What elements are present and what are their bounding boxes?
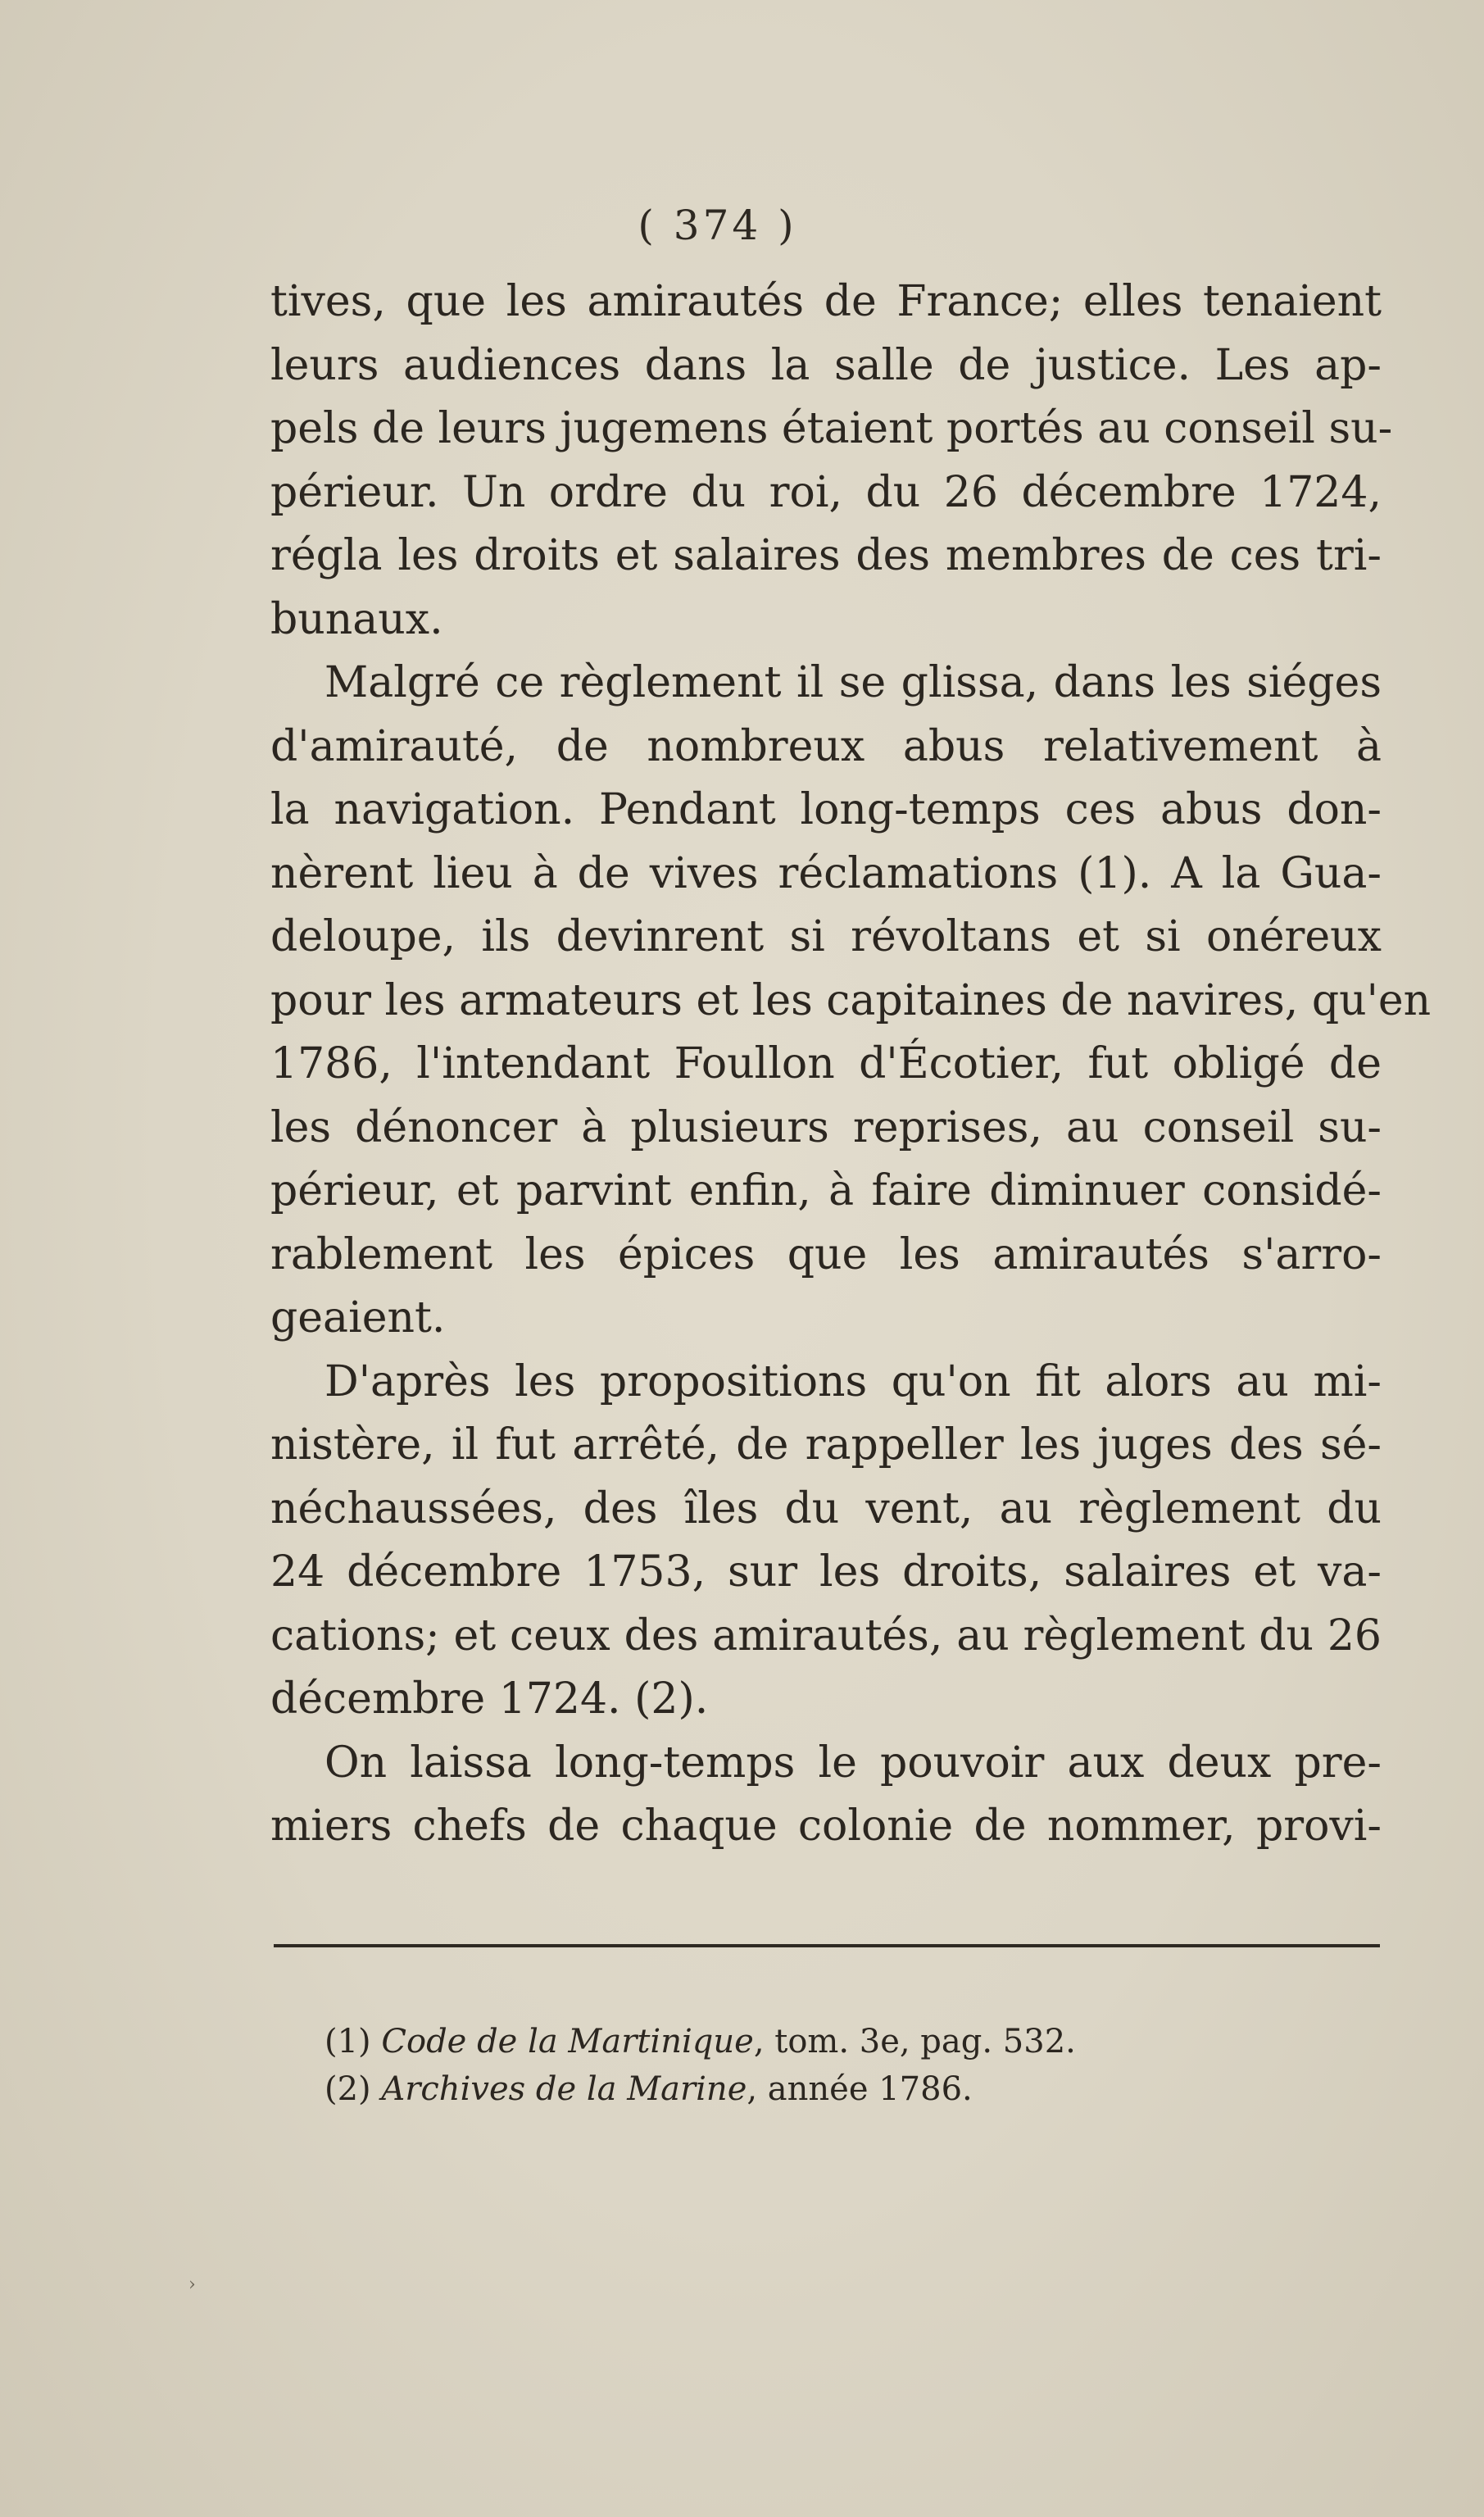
margin-speck: › <box>188 2274 196 2295</box>
text-line: miers chefs de chaque colonie de nommer, provi- <box>270 1801 1382 1851</box>
text-line: deloupe, ils devinrent si révoltans et si onéreux <box>270 912 1382 961</box>
text-line: pour les armateurs et les capitaines de navires, qu'en <box>270 975 1432 1025</box>
footnote-marker: (1) <box>324 2023 371 2060</box>
footnote-source: Archives de la Marine <box>381 2070 747 2108</box>
text-line: périeur, et parvint enfin, à faire diminuer considé- <box>270 1166 1382 1215</box>
text-line: bunaux. <box>270 594 443 644</box>
text-line: 1786, l'intendant Foullon d'Écotier, fut obligé de <box>270 1039 1382 1088</box>
text-line: pels de leurs jugemens étaient portés au conseil su- <box>270 404 1393 453</box>
text-line: les dénoncer à plusieurs reprises, au conseil su- <box>270 1102 1382 1152</box>
text-line: Malgré ce règlement il se glissa, dans les siéges <box>324 658 1382 707</box>
text-line: geaient. <box>270 1293 446 1343</box>
footnote <box>324 2018 1308 2065</box>
text-line: la navigation. Pendant long-temps ces abus don- <box>270 785 1382 834</box>
text-line: périeur. Un ordre du roi, du 26 décembre 1724, <box>270 467 1382 517</box>
text-line: rablement les épices que les amirautés s'arro- <box>270 1229 1382 1279</box>
text-line: D'après les propositions qu'on fit alors au mi- <box>324 1356 1382 1406</box>
text-line: d'amirauté, de nombreux abus relativement à <box>270 721 1382 771</box>
text-line: 24 décembre 1753, sur les droits, salaires et va- <box>270 1547 1382 1597</box>
text-line: décembre 1724. (2). <box>270 1674 709 1724</box>
text-line: On laissa long-temps le pouvoir aux deux pre- <box>324 1738 1382 1788</box>
text-line: cations; et ceux des amirautés, au règlement du 26 <box>270 1611 1382 1661</box>
text-line: leurs audiences dans la salle de justice. Les ap- <box>270 340 1382 390</box>
footnotes <box>324 2018 1308 2113</box>
footnote <box>324 2065 1308 2113</box>
footnote-divider <box>274 1944 1380 1947</box>
footnote-detail: , tom. 3e, pag. 532. <box>753 2023 1076 2060</box>
text-line: tives, que les amirautés de France; elles tenaient <box>270 277 1382 326</box>
page-number: ( 374 ) <box>638 202 797 249</box>
text-line: nistère, il fut arrêté, de rappeller les juges des sé- <box>270 1420 1382 1470</box>
footnote-source: Code de la Martinique <box>381 2023 754 2060</box>
body-text <box>270 270 1432 1859</box>
text-line: nèrent lieu à de vives réclamations (1). A la Gua- <box>270 848 1382 898</box>
footnote-marker: (2) <box>324 2070 371 2108</box>
text-line: régla les droits et salaires des membres de ces tri- <box>270 531 1382 580</box>
footnote-detail: , année 1786. <box>747 2070 973 2108</box>
text-line: néchaussées, des îles du vent, au règlement du <box>270 1483 1382 1533</box>
